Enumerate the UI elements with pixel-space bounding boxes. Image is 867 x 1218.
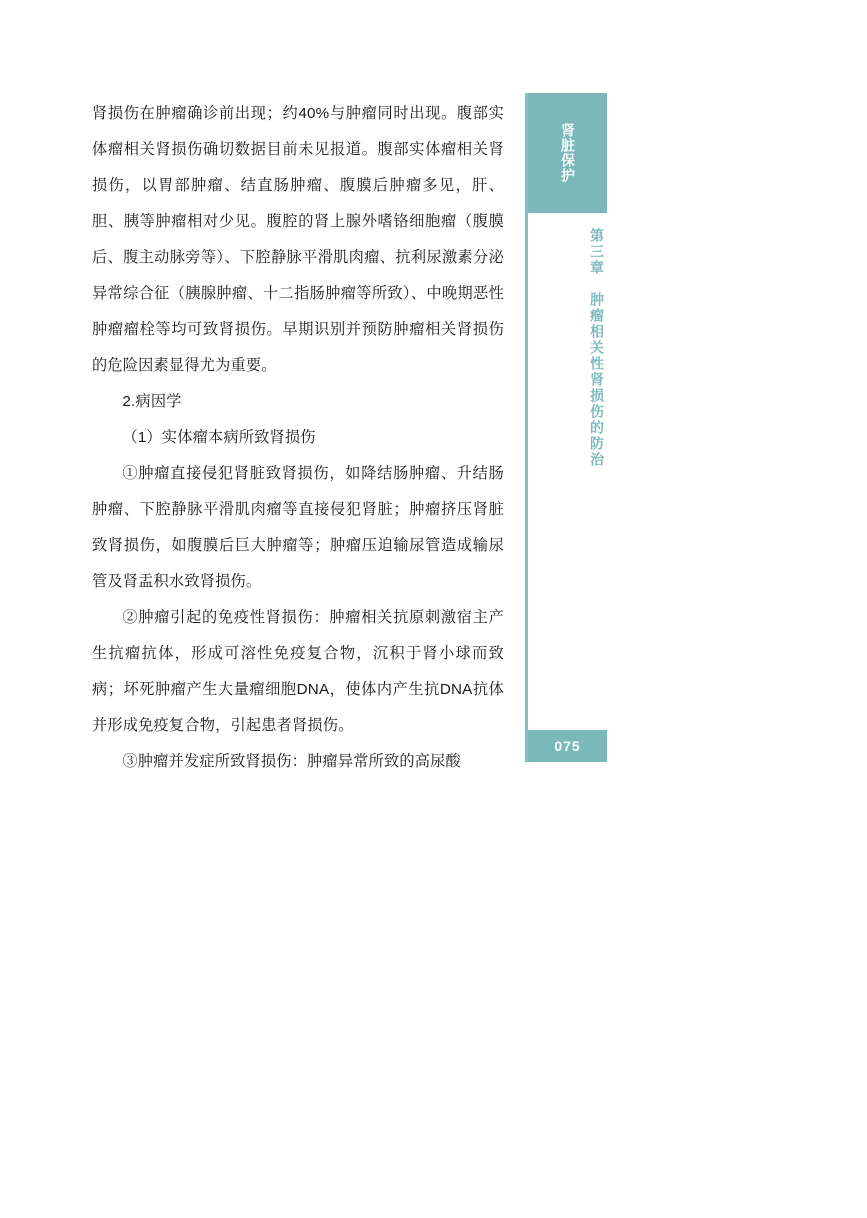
page-number-tab <box>528 730 607 762</box>
chapter-tab-block <box>528 93 607 213</box>
paragraph-subheading-solid-tumor: （1）实体瘤本病所致肾损伤 <box>122 429 316 446</box>
page-number: 075 <box>554 738 581 754</box>
running-head-vertical: 第三章 肿瘤相关性肾损伤的防治 <box>589 228 605 468</box>
body-text-column <box>92 96 504 780</box>
chapter-tab-label: 肾脏保护 <box>560 123 576 183</box>
paragraph-heading-etiology: 2.病因学 <box>122 393 182 410</box>
paragraph: 肾损伤在肿瘤确诊前出现；约40%与肿瘤同时出现。腹部实体瘤相关肾损伤确切数据目前未见报道。腹部实体瘤相关肾损伤，以胃部肿瘤、结直肠肿瘤、腹膜后肿瘤多见，肝、胆、胰等肿瘤相对少见。腹腔的肾上腺外嗜铬细胞瘤（腹膜后、腹主动脉旁等）、下腔静脉平滑肌肉瘤、抗利尿激素分泌异常综合征（胰腺肿瘤、十二指肠肿瘤等所致）、中晚期恶性肿瘤瘤栓等均可致肾损伤。早期识别并预防肿瘤相关肾损伤的危险因素显得尤为重要。 <box>92 105 504 374</box>
paragraph: ①肿瘤直接侵犯肾脏致肾损伤，如降结肠肿瘤、升结肠肿瘤、下腔静脉平滑肌肉瘤等直接侵犯肾脏；肿瘤挤压肾脏致肾损伤，如腹膜后巨大肿瘤等；肿瘤压迫输尿管造成输尿管及肾盂积水致肾损伤。 <box>92 465 504 590</box>
paragraph: ②肿瘤引起的免疫性肾损伤：肿瘤相关抗原刺激宿主产生抗瘤抗体，形成可溶性免疫复合物，沉积于肾小球而致病；坏死肿瘤产生大量瘤细胞DNA，使体内产生抗DNA抗体并形成免疫复合物，引起患者肾损伤。 <box>92 609 504 734</box>
paragraph: ③肿瘤并发症所致肾损伤：肿瘤异常所致的高尿酸 <box>122 753 461 770</box>
